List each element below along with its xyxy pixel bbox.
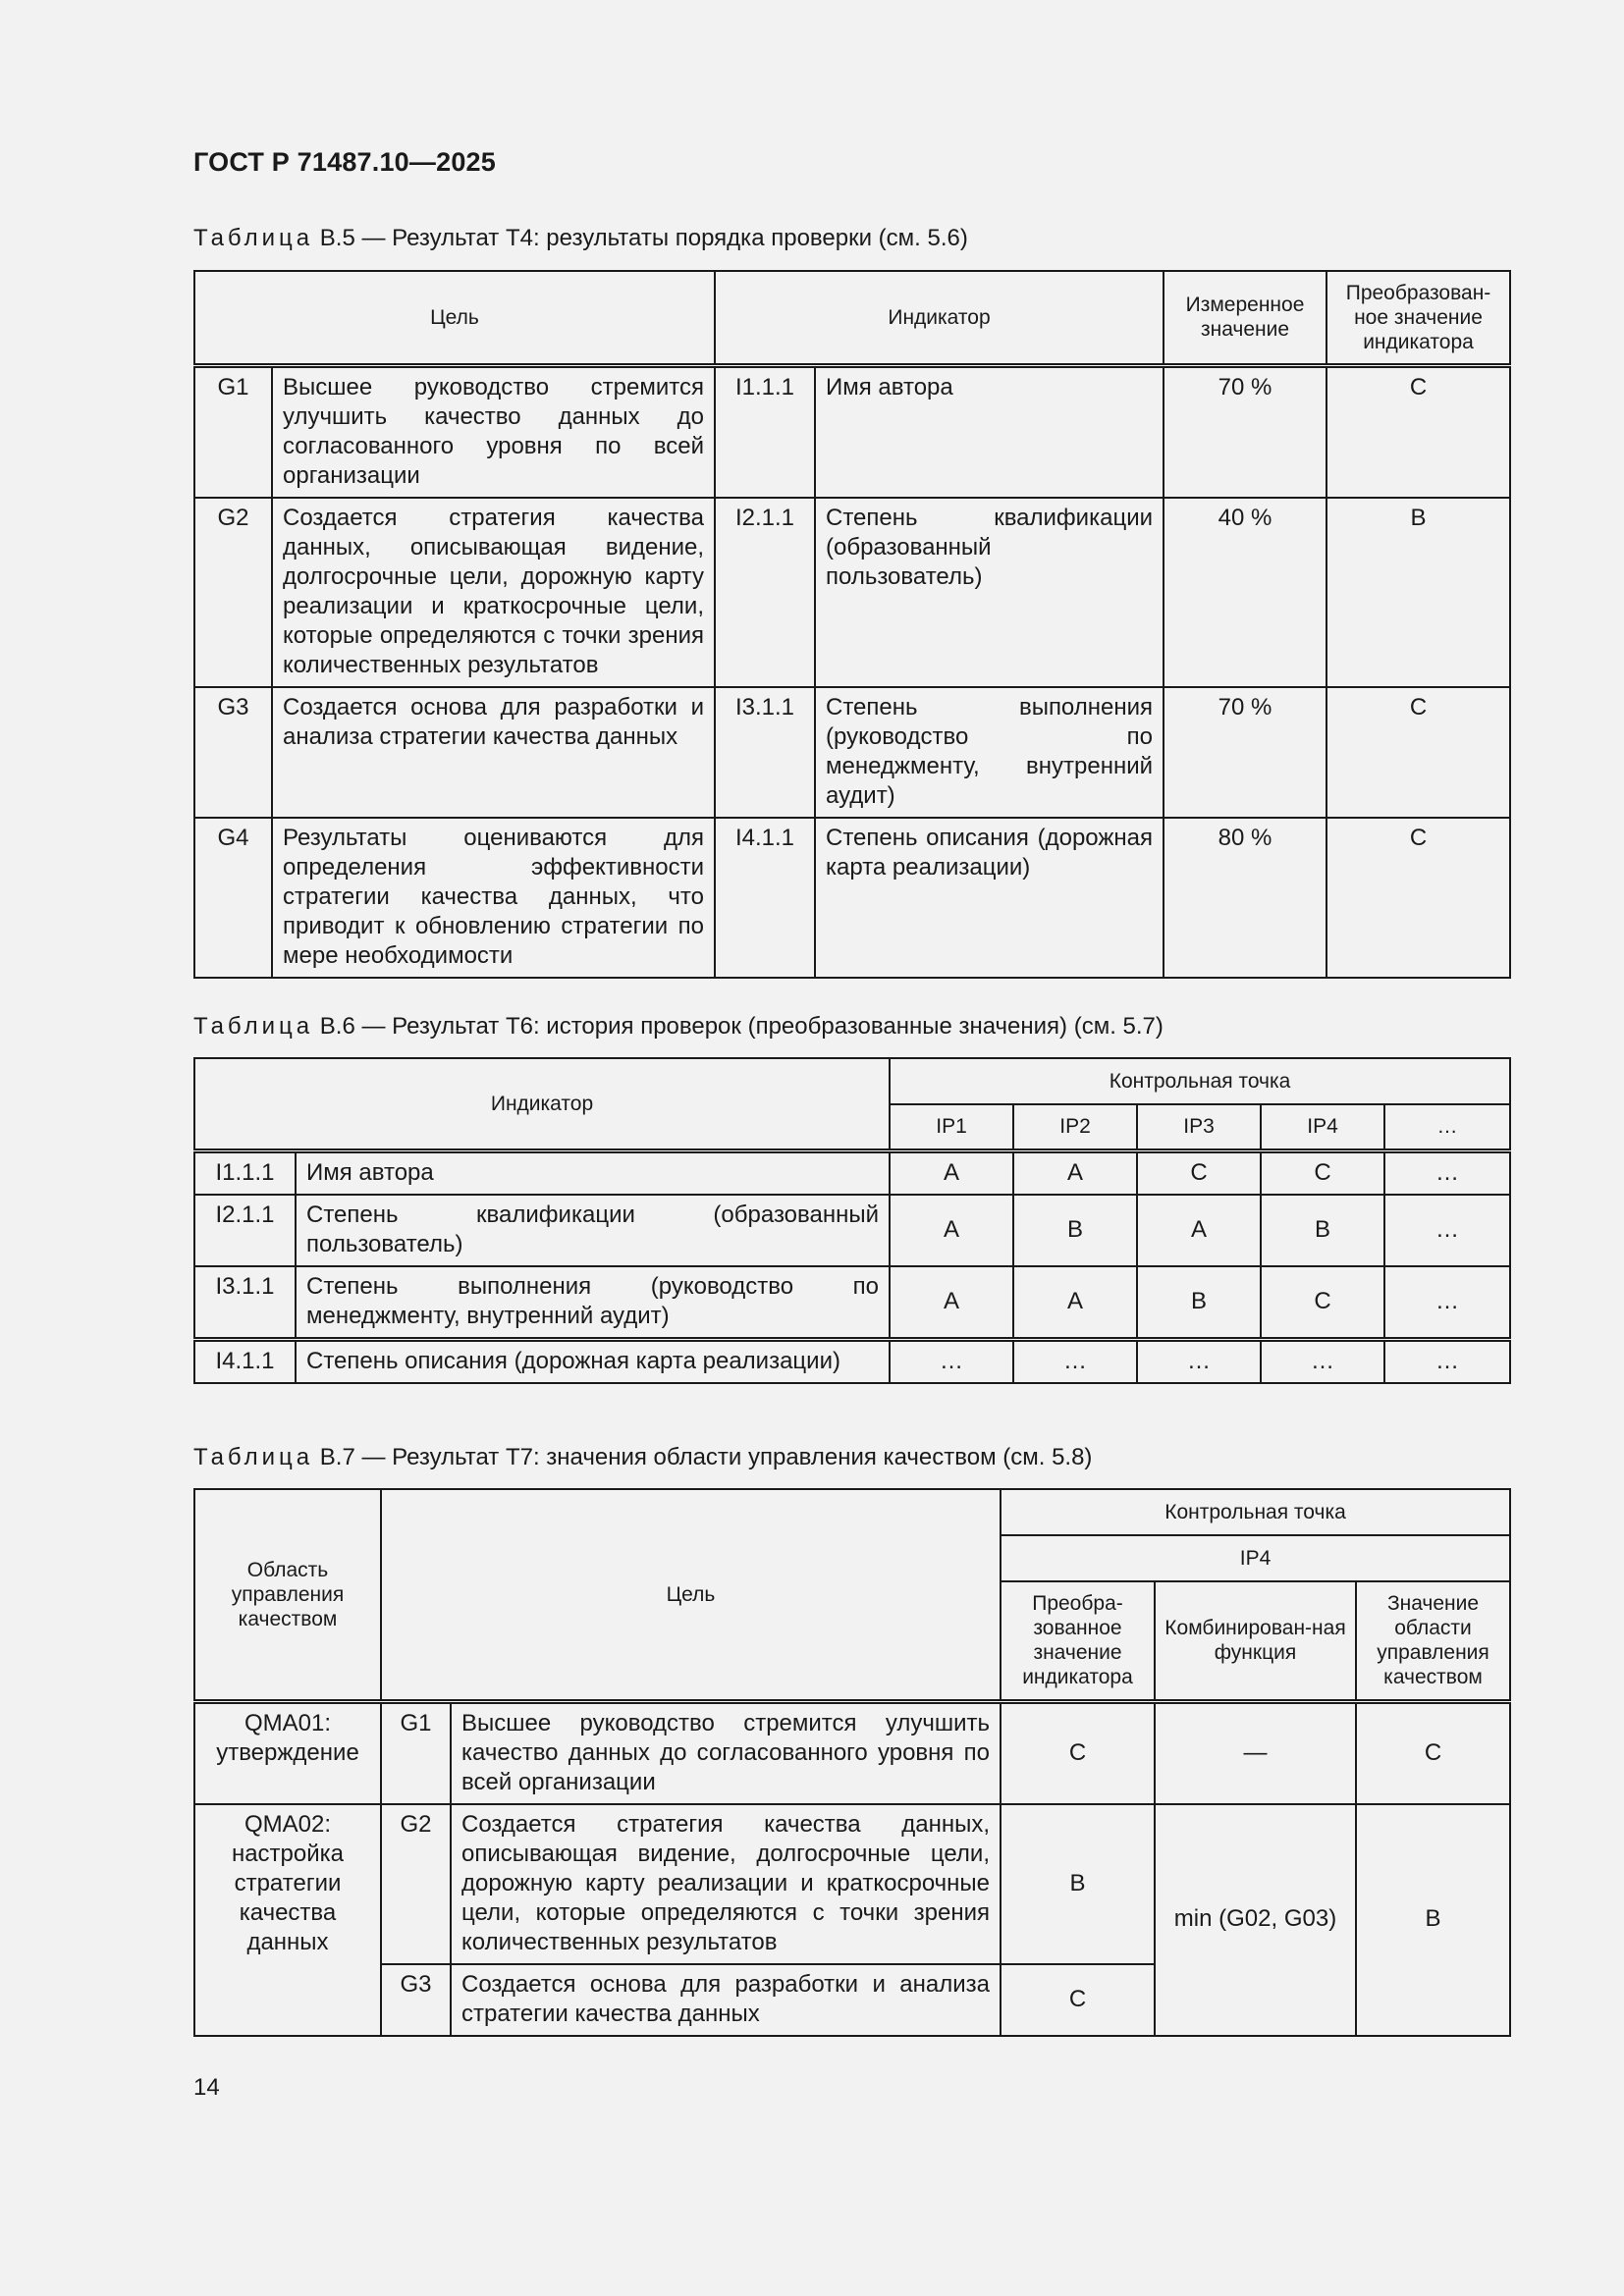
goal-id: G1 <box>194 365 272 498</box>
indicator-id: I2.1.1 <box>194 1195 296 1266</box>
caption-text: В.6 — Результат Т6: история проверок (преобразованные значения) (см. 5.7) <box>313 1013 1164 1040</box>
table-row <box>194 1150 1510 1195</box>
indicator-text: Степень квалификации (образованный пользователь) <box>815 498 1164 687</box>
indicator-id: I4.1.1 <box>715 818 815 978</box>
value-ip3: C <box>1137 1150 1261 1195</box>
area-value: B <box>1356 1804 1510 2036</box>
header-converted-value: Преобра-зованное значение индикатора <box>1001 1581 1155 1701</box>
header-ip2: IP2 <box>1013 1104 1137 1150</box>
caption-text: В.7 — Результат Т7: значения области управления качеством (см. 5.8) <box>313 1444 1093 1470</box>
indicator-id: I1.1.1 <box>194 1150 296 1195</box>
indicator-id: I3.1.1 <box>715 687 815 818</box>
header-ip4: IP4 <box>1001 1535 1510 1581</box>
goal-text: Высшее руководство стремится улучшить качество данных до согласованного уровня по всей организации <box>272 365 715 498</box>
converted-value: C <box>1001 1964 1155 2036</box>
table-b5 <box>193 270 1511 979</box>
indicator-id: I2.1.1 <box>715 498 815 687</box>
area-value: C <box>1356 1701 1510 1804</box>
goal-id: G1 <box>381 1701 451 1804</box>
goal-text: Создается стратегия качества данных, описывающая видение, долгосрочные цели, дорожную карту реализации и краткосрочные цели, которые определяются с точки зрения количественных результатов <box>451 1804 1001 1964</box>
table-row <box>194 687 1510 818</box>
goal-id: G2 <box>381 1804 451 1964</box>
indicator-text: Степень квалификации (образованный пользователь) <box>296 1195 890 1266</box>
converted-value: C <box>1326 365 1510 498</box>
header-checkpoint: Контрольная точка <box>1001 1489 1510 1535</box>
caption-text: В.5 — Результат Т4: результаты порядка проверки (см. 5.6) <box>313 225 968 251</box>
caption-word: Таблица <box>193 1013 314 1040</box>
quality-area: QMA01: утверждение <box>194 1701 381 1804</box>
table-row <box>194 1266 1510 1340</box>
goal-text: Высшее руководство стремится улучшить качество данных до согласованного уровня по всей организации <box>451 1701 1001 1804</box>
goal-text: Создается основа для разработки и анализа стратегии качества данных <box>451 1964 1001 2036</box>
value-ip3: … <box>1137 1339 1261 1383</box>
measured-value: 70 % <box>1164 365 1326 498</box>
value-ip1: … <box>890 1339 1013 1383</box>
caption-word: Таблица <box>193 225 314 251</box>
header-ip3: IP3 <box>1137 1104 1261 1150</box>
caption-word: Таблица <box>193 1444 314 1470</box>
table-b6 <box>193 1057 1511 1384</box>
value-ip3: A <box>1137 1195 1261 1266</box>
quality-area: QMA02: настройка стратегии качества данных <box>194 1804 381 2036</box>
converted-value: B <box>1001 1804 1155 1964</box>
table-b6-caption <box>193 1013 1164 1041</box>
indicator-id: I4.1.1 <box>194 1339 296 1383</box>
goal-text: Создается стратегия качества данных, описывающая видение, долгосрочные цели, дорожную карту реализации и краткосрочные цели, которые определяются с точки зрения количественных результатов <box>272 498 715 687</box>
header-ip4: IP4 <box>1261 1104 1384 1150</box>
table-row <box>194 1701 1510 1804</box>
page-number: 14 <box>193 2074 220 2101</box>
indicator-text: Имя автора <box>815 365 1164 498</box>
value-ip4: C <box>1261 1150 1384 1195</box>
table-row <box>194 1195 1510 1266</box>
combined-function: min (G02, G03) <box>1155 1804 1356 2036</box>
value-ip2: B <box>1013 1195 1137 1266</box>
indicator-text: Степень выполнения (руководство по менеджменту, внутренний аудит) <box>815 687 1164 818</box>
indicator-id: I3.1.1 <box>194 1266 296 1340</box>
table-row <box>194 1804 1510 1964</box>
table-b7 <box>193 1488 1511 2037</box>
converted-value: C <box>1326 687 1510 818</box>
value-ip2: … <box>1013 1339 1137 1383</box>
value-ip4: … <box>1261 1339 1384 1383</box>
header-converted-value: Преобразован-ное значение индикатора <box>1326 271 1510 365</box>
value-ip1: A <box>890 1266 1013 1340</box>
converted-value: B <box>1326 498 1510 687</box>
table-b5-caption <box>193 225 968 252</box>
value-ip1: A <box>890 1150 1013 1195</box>
header-checkpoint: Контрольная точка <box>890 1058 1510 1104</box>
table-b7-caption <box>193 1444 1092 1471</box>
goal-id: G2 <box>194 498 272 687</box>
header-ip-more: … <box>1384 1104 1510 1150</box>
header-combined-function: Комбинирован-ная функция <box>1155 1581 1356 1701</box>
measured-value: 80 % <box>1164 818 1326 978</box>
header-indicator: Индикатор <box>715 271 1164 365</box>
document-code: ГОСТ Р 71487.10—2025 <box>193 147 496 177</box>
value-ip2: A <box>1013 1150 1137 1195</box>
indicator-text: Имя автора <box>296 1150 890 1195</box>
goal-text: Создается основа для разработки и анализа стратегии качества данных <box>272 687 715 818</box>
converted-value: C <box>1326 818 1510 978</box>
measured-value: 40 % <box>1164 498 1326 687</box>
value-more: … <box>1384 1266 1510 1340</box>
table-row <box>194 1339 1510 1383</box>
indicator-text: Степень описания (дорожная карта реализации) <box>815 818 1164 978</box>
value-ip1: A <box>890 1195 1013 1266</box>
table-row <box>194 498 1510 687</box>
header-measured-value: Измеренное значение <box>1164 271 1326 365</box>
goal-id: G4 <box>194 818 272 978</box>
header-goal: Цель <box>381 1489 1001 1701</box>
header-ip1: IP1 <box>890 1104 1013 1150</box>
header-area-value: Значение области управления качеством <box>1356 1581 1510 1701</box>
value-ip2: A <box>1013 1266 1137 1340</box>
value-more: … <box>1384 1339 1510 1383</box>
indicator-id: I1.1.1 <box>715 365 815 498</box>
indicator-text: Степень описания (дорожная карта реализации) <box>296 1339 890 1383</box>
header-goal: Цель <box>194 271 715 365</box>
table-row <box>194 365 1510 498</box>
combined-function: — <box>1155 1701 1356 1804</box>
table-row <box>194 818 1510 978</box>
goal-id: G3 <box>381 1964 451 2036</box>
goal-id: G3 <box>194 687 272 818</box>
measured-value: 70 % <box>1164 687 1326 818</box>
value-ip3: B <box>1137 1266 1261 1340</box>
value-ip4: C <box>1261 1266 1384 1340</box>
converted-value: C <box>1001 1701 1155 1804</box>
indicator-text: Степень выполнения (руководство по менеджменту, внутренний аудит) <box>296 1266 890 1340</box>
header-quality-area: Область управления качеством <box>194 1489 381 1701</box>
goal-text: Результаты оцениваются для определения эффективности стратегии качества данных, что приводит к обновлению стратегии по мере необходимости <box>272 818 715 978</box>
value-ip4: B <box>1261 1195 1384 1266</box>
value-more: … <box>1384 1150 1510 1195</box>
header-indicator: Индикатор <box>194 1058 890 1150</box>
value-more: … <box>1384 1195 1510 1266</box>
